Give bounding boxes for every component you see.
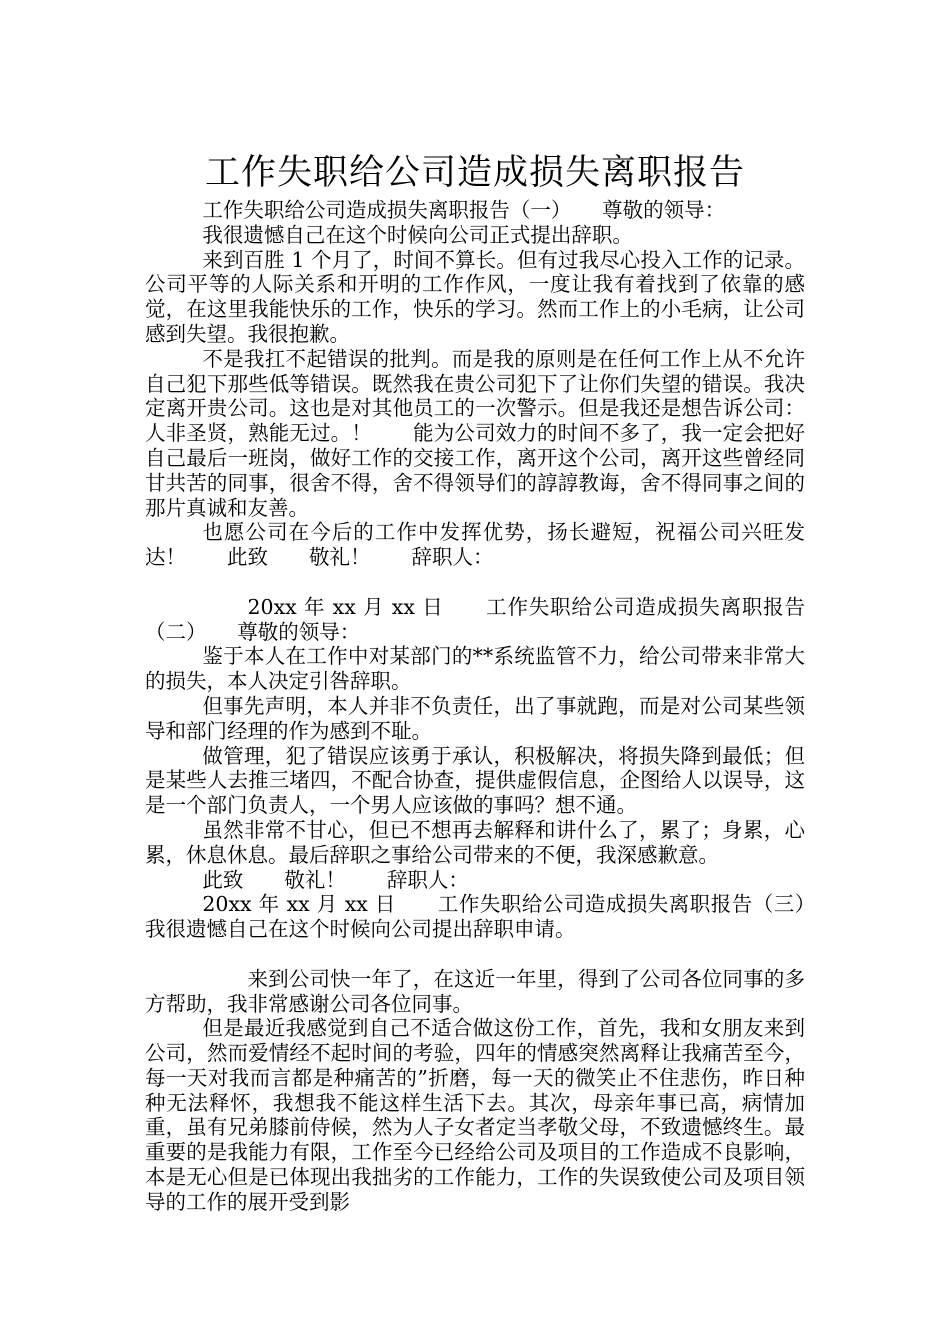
paragraph: 此致 敬礼！ 辞职人： xyxy=(202,867,469,892)
paragraph: 也愿公司在今后的工作中发挥优势，扬长避短，祝福公司兴旺发达！ 此致 敬礼！ 辞职人： xyxy=(145,520,805,570)
paragraph: 不是我扛不起错误的批判。而是我的原则是在任何工作上从不允许自己犯下那些低等错误。既然我在贵公司犯下了让你们失望的错误。我决定离开贵公司。这也是对其他员工的一次警示。但是我还是想告诉公司：人非圣贤，熟能无过。！ 能为公司效力的时间不多了，我一定会把好自己最后一班岗，做好工作的交接工作，离开这个公司，离开这些曾经同甘共苦的同事，很舍不得，舍不得领导们的諄諄教诲，舍不得同事之间的那片真诚和友善。 xyxy=(145,346,805,520)
paragraph: 虽然非常不甘心，但已不想再去解释和讲什么了，累了；身累，心累，休息休息。最后辞职之事给公司带来的不便，我深感歉意。 xyxy=(145,817,805,867)
paragraph: 但是最近我感觉到自己不适合做这份工作，首先，我和女朋友来到公司，然而爱情经不起时间的考验，四年的情感突然离释让我痛苦至今，每一天对我而言都是种痛苦的”折磨，每一天的微笑止不住悲伤，昨日种种无法释怀，我想我不能这样生活下去。其次，母亲年事已高，病情加重，虽有兄弟膝前侍候，然为人子女者定当孝敬父母，不致遗憾终生。最重要的是我能力有限，工作至今已经给公司及项目的工作造成不良影响，本是无心但是已体现出我拙劣的工作能力，工作的失误致使公司及项目领导的工作的展开受到影 xyxy=(145,1016,805,1214)
paragraph: 来到百胜 1 个月了，时间不算长。但有过我尽心投入工作的记录。公司平等的人际关系和开明的工作作风，一度让我有着找到了依靠的感觉，在这里我能快乐的工作，快乐的学习。然而工作上的小毛病，让公司感到失望。我很抱歉。 xyxy=(145,247,805,346)
paragraph: 但事先声明，本人并非不负责任，出了事就跑，而是对公司某些领导和部门经理的作为感到不耻。 xyxy=(145,693,805,743)
paragraph: 20xx 年 xx 月 xx 日 工作失职给公司造成损失离职报告（三） 我很遗憾自己在这个时候向公司提出辞职申请。 xyxy=(145,892,846,942)
paragraph: 来到公司快一年了，在这近一年里，得到了公司各位同事的多方帮助，我非常感谢公司各位同事。 xyxy=(145,966,805,1016)
paragraph: 20xx 年 xx 月 xx 日 工作失职给公司造成损失离职报告（二） 尊敬的领导： xyxy=(145,594,805,644)
paragraph: 做管理，犯了错误应该勇于承认，积极解决，将损失降到最低；但是某些人去推三堵四，不配合协查，提供虚假信息，企图给人以误导，这是一个部门负责人，一个男人应该做的事吗？想不通。 xyxy=(145,743,805,818)
paragraph: 鉴于本人在工作中对某部门的**系统监管不力，给公司带来非常大的损失，本人决定引咎辞职。 xyxy=(145,644,805,694)
paragraph: 我很遗憾自己在这个时候向公司正式提出辞职。 xyxy=(202,222,633,247)
document-body xyxy=(145,198,846,1215)
paragraph: 工作失职给公司造成损失离职报告（一） 尊敬的领导： xyxy=(202,198,726,222)
blank-line xyxy=(145,570,805,595)
blank-line xyxy=(145,942,805,967)
document-title: 工作失职给公司造成损失离职报告 xyxy=(204,153,745,194)
